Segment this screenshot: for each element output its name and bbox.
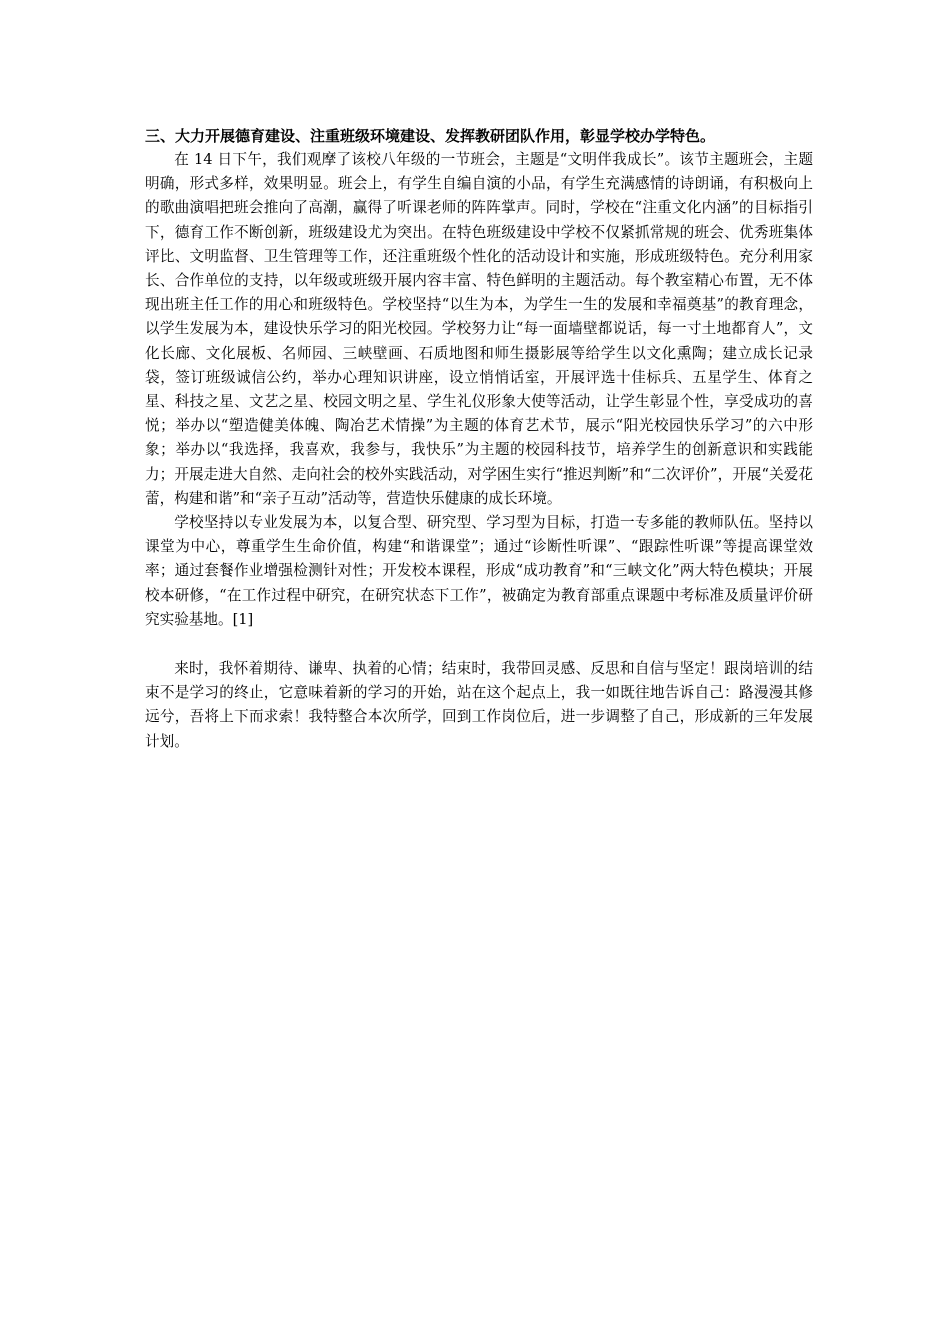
document-body <box>145 124 813 754</box>
paragraph-teacher-development: 学校坚持以专业发展为本，以复合型、研究型、学习型为目标，打造一专多能的教师队伍。坚持以课堂为中心，尊重学生生命价值，构建“和谐课堂”；通过“诊断性听课”、“跟踪性听课”等提高课堂效率；通过套餐作业增强检测针对性；开发校本课程，形成“成功教育”和“三峡文化”两大特色模块；开展校本研修，“在工作过程中研究，在研究状态下工作”，被确定为教育部重点课题中考标准及质量评价研究实验基地。[1] <box>145 514 813 628</box>
paragraph-class-meeting: 在 14 日下午，我们观摩了该校八年级的一节班会，主题是“文明伴我成长”。该节主题班会，主题明确，形式多样，效果明显。班会上，有学生自编自演的小品，有学生充满感情的诗朗诵，有积极向上的歌曲演唱把班会推向了高潮，赢得了听课老师的阵阵掌声。同时，学校在“注重文化内涵”的目标指引下，德育工作不断创新，班级建设尤为突出。在特色班级建设中学校不仅紧抓常规的班会、优秀班集体评比、文明监督、卫生管理等工作，还注重班级个性化的活动设计和实施，形成班级特色。充分利用家长、合作单位的支持，以年级或班级开展内容丰富、特色鲜明的主题活动。每个教室精心布置，无不体现出班主任工作的用心和班级特色。学校坚持“以生为本，为学生一生的发展和幸福奠基”的教育理念，以学生发展为本，建设快乐学习的阳光校园。学校努力让“每一面墙壁都说话，每一寸土地都育人”，文化长廊、文化展板、名师园、三峡壁画、石质地图和师生摄影展等给学生以文化熏陶；建立成长记录袋，签订班级诚信公约，举办心理知识讲座，设立悄悄话室，开展评选十佳标兵、五星学生、体育之星、科技之星、文艺之星、校园文明之星、学生礼仪形象大使等活动，让学生彰显个性，享受成功的喜悦；举办以“塑造健美体魄、陶冶艺术情操”为主题的体育艺术节，展示“阳光校园快乐学习”的六中形象；举办以“我选择，我喜欢，我参与，我快乐”为主题的校园科技节，培养学生的创新意识和实践能力；开展走进大自然、走向社会的校外实践活动，对学困生实行“推迟判断”和“二次评价”，开展“关爱花蕾，构建和谐”和“亲子互动”活动等，营造快乐健康的成长环境。 <box>145 151 813 507</box>
section-heading: 三、大力开展德育建设、注重班级环境建设、发挥教研团队作用，彰显学校办学特色。 <box>145 127 716 145</box>
paragraph-spacer <box>145 632 813 657</box>
paragraph-conclusion: 来时，我怀着期待、谦卑、执着的心情；结束时，我带回灵感、反思和自信与坚定！跟岗培训的结束不是学习的终止，它意味着新的学习的开始，站在这个起点上，我一如既往地告诉自己：路漫漫其修远兮，吾将上下而求索！我特整合本次所学，回到工作岗位后，进一步调整了自己，形成新的三年发展计划。 <box>145 660 813 750</box>
